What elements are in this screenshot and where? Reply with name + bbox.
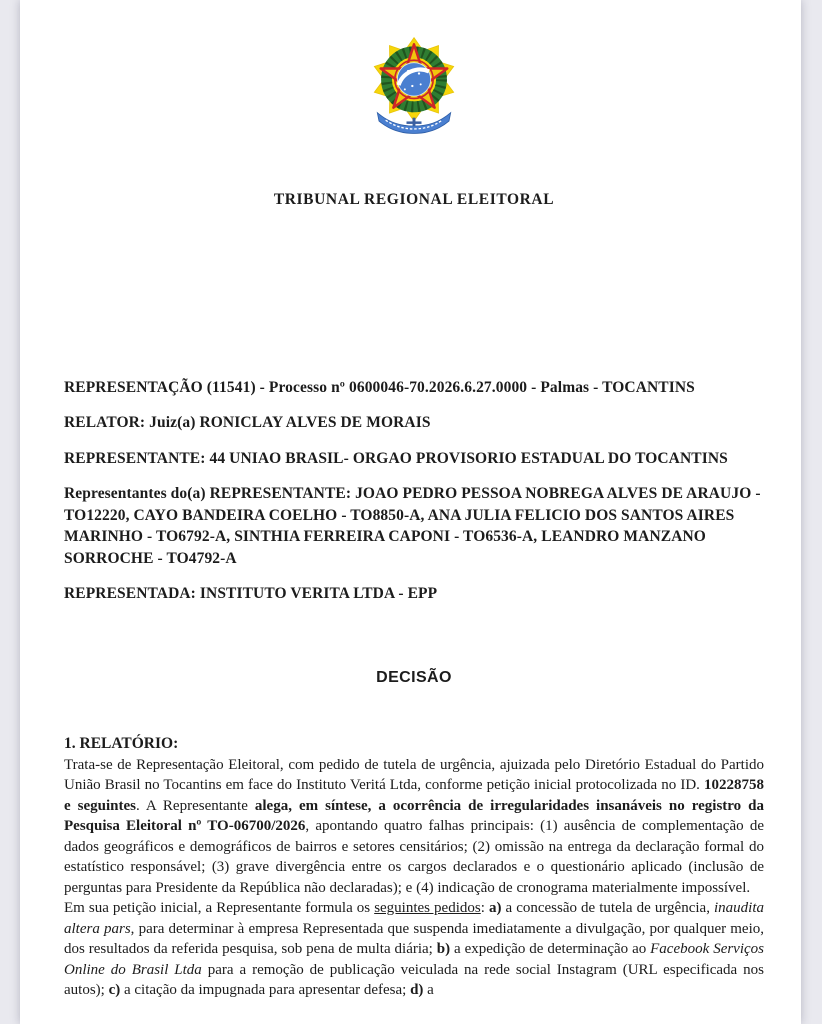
decision-heading: DECISÃO bbox=[376, 668, 452, 686]
relatorio-paragraph-1: Trata-se de Representação Eleitoral, com pedido de tutela de urgência, ajuizada pelo Diretório Estadual do Partido União Brasil no Tocantins em face do Instituto Veritá Ltda, conforme petição inicial protocolizada no ID. 10228758 e seguintes. A Representante alega, em síntese, a ocorrência de irregularidades insanáveis no registro da Pesquisa Eleitoral nº TO-06700/2026, apontando quatro falhas principais: (1) ausência de complementação de dados geográficos e demográficos de bairros e setores censitários; (2) omissão na entrega da declaração formal do estatístico responsável; (3) grave divergência entre os cargos declarados e o questionário aplicado (inclusão de perguntas para Presidente da República não declaradas); e (4) indicação de cronograma materialmente impossível. bbox=[64, 756, 765, 896]
relatorio-paragraph-2: Em sua petição inicial, a Representante formula os seguintes pedidos: a) a concessão de tutela de urgência, inaudita altera pars, para determinar à empresa Representada que suspenda imediatamente a divulgação, por qualquer meio, dos resultados da referida pesquisa, sob pena de multa diária; b) a expedição de determinação ao Facebook Serviços Online do Brasil Ltda para a remoção de publicação veiculada na rede social Instagram (URL especificada nos autos); c) a citação da impugnada para apresentar defesa; d) a bbox=[64, 900, 765, 998]
case-header-block bbox=[64, 377, 764, 605]
emblem-row bbox=[64, 0, 764, 143]
page-content bbox=[20, 0, 801, 1001]
document-page bbox=[20, 0, 801, 1024]
relator-line: RELATOR: Juiz(a) RONICLAY ALVES DE MORAIS bbox=[64, 414, 431, 431]
representantes-list-line: Representantes do(a) REPRESENTANTE: JOAO PEDRO PESSOA NOBREGA ALVES DE ARAUJO - TO12220, CAYO BANDEIRA COELHO - TO8850-A, ANA JULIA FELICIO DOS SANTOS AIRES MARINHO - TO6792-A, SINTHIA FERREIRA CAPONI - TO6536-A, LEANDRO MANZANO SORROCHE - TO4792-A bbox=[64, 485, 761, 567]
section-title-relatorio: 1. RELATÓRIO: bbox=[64, 735, 179, 752]
representada-line: REPRESENTADA: INSTITUTO VERITA LTDA - EPP bbox=[64, 585, 438, 602]
representante-line: REPRESENTANTE: 44 UNIAO BRASIL- ORGAO PROVISORIO ESTADUAL DO TOCANTINS bbox=[64, 449, 728, 467]
court-title: TRIBUNAL REGIONAL ELEITORAL bbox=[273, 191, 555, 208]
process-line: REPRESENTAÇÃO (11541) - Processo nº 0600046-70.2026.6.27.0000 - Palmas - TOCANTINS bbox=[64, 378, 695, 396]
brazil-coat-of-arms-icon bbox=[364, 34, 464, 138]
